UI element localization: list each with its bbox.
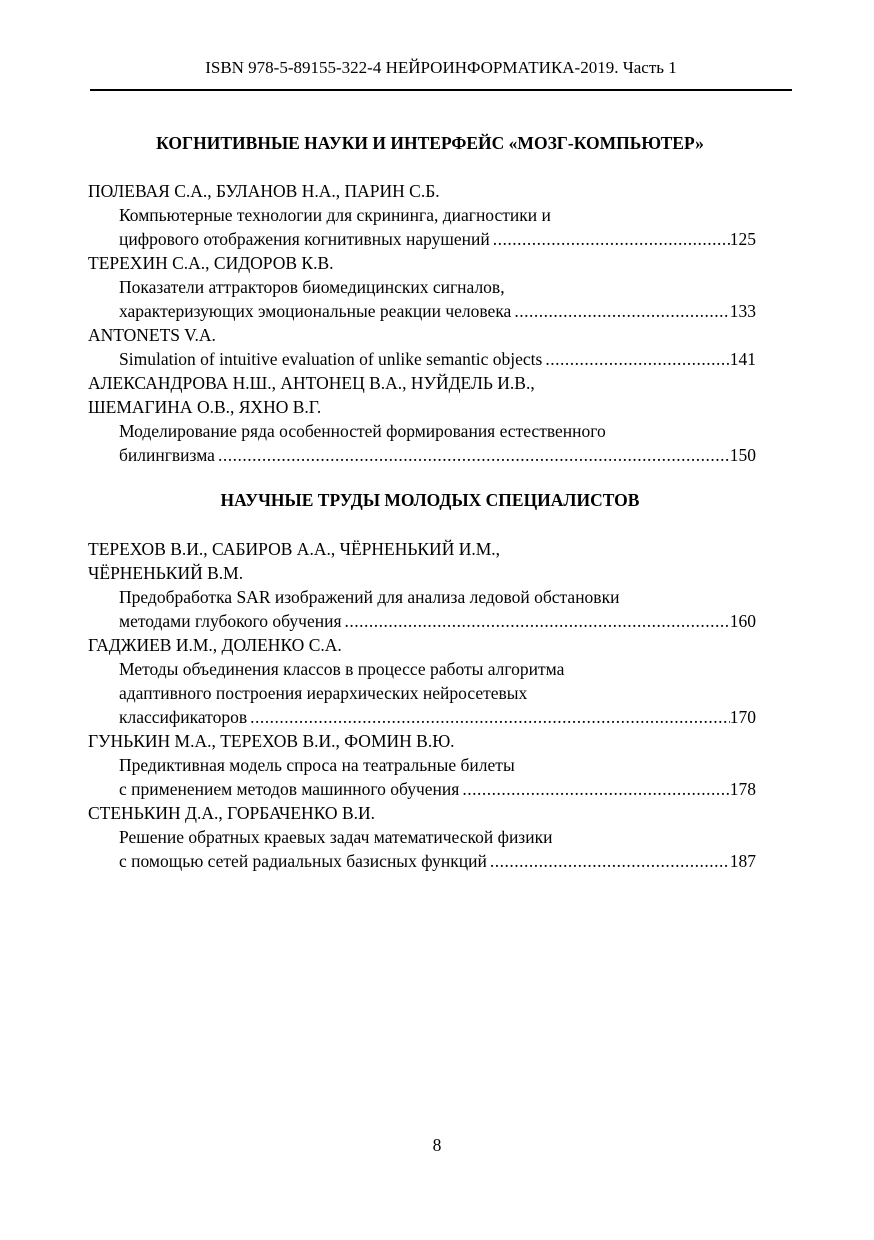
- toc-leader-dots: [342, 609, 730, 633]
- toc-title-line: Компьютерные технологии для скрининга, диагностики и: [119, 205, 551, 225]
- toc-authors: СТЕНЬКИН Д.А., ГОРБАЧЕНКО В.И.: [88, 803, 375, 823]
- section-title-cognitive: КОГНИТИВНЫЕ НАУКИ И ИНТЕРФЕЙС «МОЗГ-КОМПЬЮТЕР»: [156, 133, 704, 153]
- toc-title-last-line: [88, 227, 756, 251]
- toc-title-line: Предобработка SAR изображений для анализа ледовой обстановки: [119, 587, 620, 607]
- toc-title-text: классификаторов: [119, 707, 248, 727]
- page-header: ISBN 978-5-89155-322-4 НЕЙРОИНФОРМАТИКА-2019. Часть 1: [205, 58, 677, 77]
- toc-page-number: 133: [729, 301, 756, 321]
- toc-block-young-specialists: [88, 537, 756, 873]
- toc-authors: ГУНЬКИН М.А., ТЕРЕХОВ В.И., ФОМИН В.Ю.: [88, 731, 455, 751]
- toc-authors: ШЕМАГИНА О.В., ЯХНО В.Г.: [88, 397, 322, 417]
- toc-page-number: 141: [729, 349, 756, 369]
- toc-leader-dots: [511, 299, 729, 323]
- toc-block-cognitive: [88, 179, 756, 467]
- toc-title-last-line: [88, 609, 756, 633]
- toc-title-line: Методы объединения классов в процессе работы алгоритма: [119, 659, 565, 679]
- toc-page-number: 178: [729, 779, 756, 799]
- toc-title-line: адаптивного построения иерархических нейросетевых: [119, 683, 528, 703]
- toc-entry: [88, 323, 756, 371]
- toc-title-text: цифрового отображения когнитивных нарушений: [119, 229, 490, 249]
- section-title-young-specialists: НАУЧНЫЕ ТРУДЫ МОЛОДЫХ СПЕЦИАЛИСТОВ: [220, 490, 640, 510]
- toc-title-line: Показатели аттракторов биомедицинских сигналов,: [119, 277, 505, 297]
- toc-title-line: Решение обратных краевых задач математической физики: [119, 827, 553, 847]
- header-rule: [90, 89, 792, 91]
- toc-title-last-line: [88, 849, 756, 873]
- toc-page-number: 150: [729, 445, 756, 465]
- toc-title-last-line: [88, 705, 756, 729]
- toc-entry: [88, 371, 756, 467]
- toc-title-last-line: [88, 777, 756, 801]
- toc-entry: [88, 801, 756, 873]
- toc-authors: АЛЕКСАНДРОВА Н.Ш., АНТОНЕЦ В.А., НУЙДЕЛЬ И.В.,: [88, 373, 535, 393]
- toc-authors: ТЕРЕХИН С.А., СИДОРОВ К.В.: [88, 253, 334, 273]
- toc-page-number: 125: [729, 229, 756, 249]
- toc-title-last-line: [88, 299, 756, 323]
- toc-entry: [88, 179, 756, 251]
- toc-title-text: с применением методов машинного обучения: [119, 779, 460, 799]
- toc-entry: [88, 729, 756, 801]
- toc-title-text: билингвизма: [119, 445, 215, 465]
- toc-authors: ЧЁРНЕНЬКИЙ В.М.: [88, 563, 244, 583]
- toc-leader-dots: [215, 443, 730, 467]
- toc-leader-dots: [542, 347, 729, 371]
- toc-leader-dots: [487, 849, 730, 873]
- toc-leader-dots: [490, 227, 730, 251]
- page-number: 8: [432, 1135, 442, 1155]
- toc-leader-dots: [247, 705, 730, 729]
- toc-authors: ГАДЖИЕВ И.М., ДОЛЕНКО С.А.: [88, 635, 342, 655]
- toc-leader-dots: [459, 777, 729, 801]
- toc-page-number: 187: [729, 851, 756, 871]
- toc-title-last-line: [88, 443, 756, 467]
- toc-title-text: с помощью сетей радиальных базисных функций: [119, 851, 487, 871]
- toc-title-text: характеризующих эмоциональные реакции человека: [119, 301, 512, 321]
- toc-entry: [88, 251, 756, 323]
- toc-page-number: 170: [729, 707, 756, 727]
- toc-authors: ПОЛЕВАЯ С.А., БУЛАНОВ Н.А., ПАРИН С.Б.: [88, 181, 440, 201]
- toc-title-text: методами глубокого обучения: [119, 611, 342, 631]
- toc-title-line: Моделирование ряда особенностей формирования естественного: [119, 421, 606, 441]
- toc-title-line: Предиктивная модель спроса на театральные билеты: [119, 755, 515, 775]
- toc-authors: ТЕРЕХОВ В.И., САБИРОВ А.А., ЧЁРНЕНЬКИЙ И.М.,: [88, 539, 501, 559]
- toc-title-text: Simulation of intuitive evaluation of unlike semantic objects: [119, 349, 543, 369]
- toc-page-number: 160: [729, 611, 756, 631]
- toc-authors: ANTONETS V.A.: [88, 325, 216, 345]
- toc-entry: [88, 537, 756, 633]
- toc-title-last-line: [88, 347, 756, 371]
- toc-entry: [88, 633, 756, 729]
